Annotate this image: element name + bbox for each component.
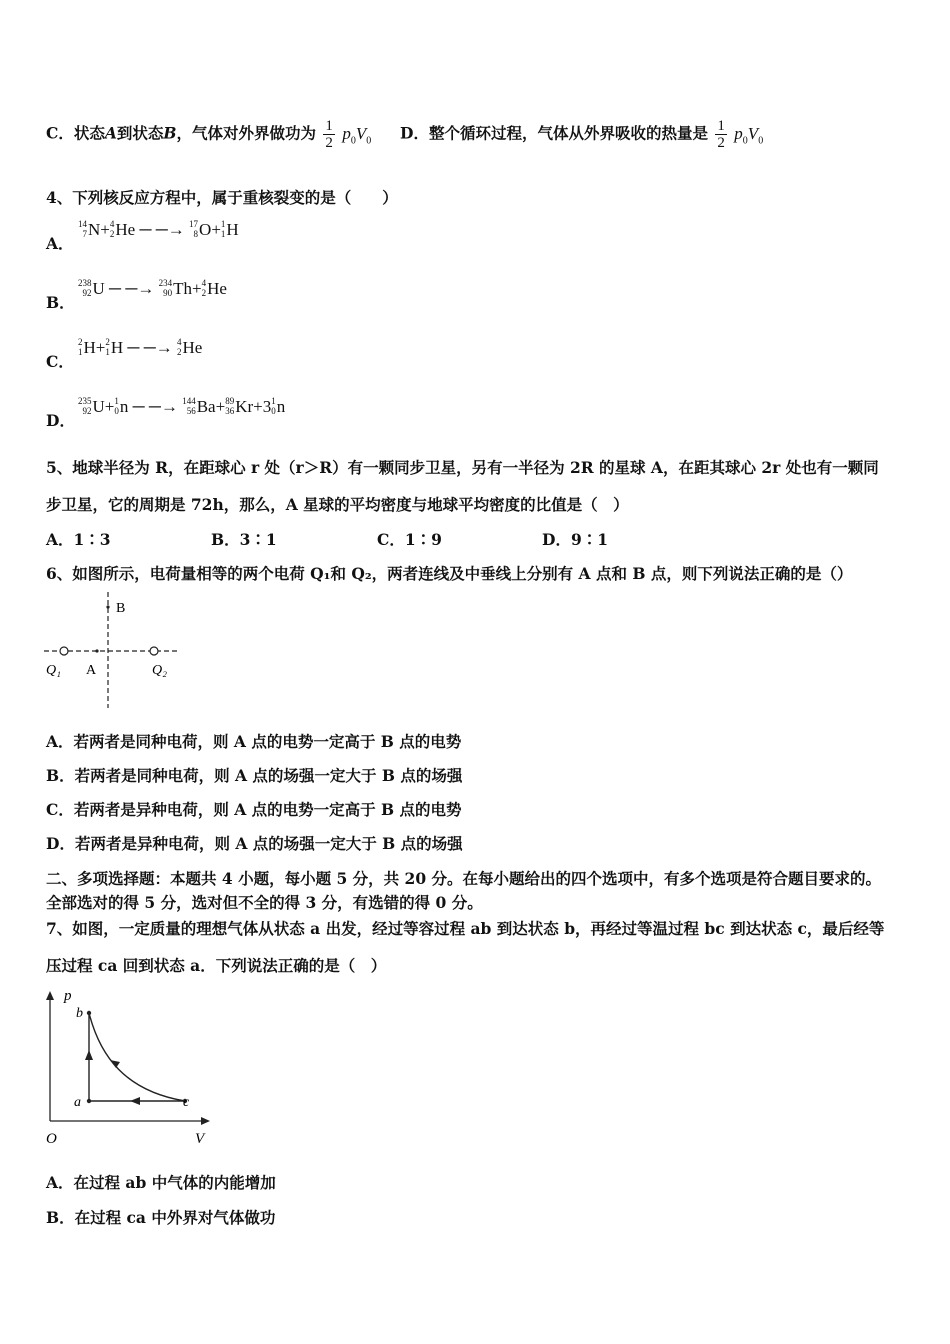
q4-equation-c: 2 1 H+ 2 1 H ─ ─→ 4 2 He: [78, 337, 203, 358]
q5-option-a: A．1∶3: [46, 530, 111, 549]
q5-stem-line1: 5、地球半径为 R，在距球心 r 处（r＞R）有一颗同步卫星，另有一半径为 2R 的星球 A，在距其球心 2r 处也有一颗同: [46, 458, 879, 477]
q6-option-c: C．若两者是异种电荷，则 A 点的电势一定高于 B 点的电势: [46, 800, 462, 819]
state-b-label: b: [76, 1006, 83, 1021]
axis-p-label: p: [64, 988, 72, 1004]
q4-equation-b: 238 92 U ─ ─→ 234 90 Th+ 4 2 He: [78, 278, 227, 299]
fraction-half: $\frac{1}{2}$: [717, 118, 725, 151]
state-c-label: c: [183, 1095, 190, 1110]
charge-q1-label: Q₁: [46, 663, 61, 678]
section2-heading-line1: 二、多项选择题：本题共 4 小题，每小题 5 分，共 20 分。在每小题给出的四个选项中，有多个选项是符合题目要求的。: [46, 869, 882, 888]
q4-option-c-label: C．: [46, 352, 74, 371]
axis-v-label: V: [195, 1131, 205, 1147]
q3-option-c: C．状态A到状态B，气体对外界做功为 $\frac{1}{2}$ $p_0V_0$ D．整个循环过程，气体从外界吸收的热量是 $\frac{1}{2}$ $p_0V_0$: [46, 118, 764, 151]
q5-option-d: D．9∶1: [542, 530, 609, 549]
state-a-label: a: [74, 1095, 81, 1110]
q4-equation-a: 14 7 N+ 4 2 He ─ ─→ 17 8 O+ 1 1 H: [78, 219, 239, 240]
point-b-label: B: [116, 601, 126, 616]
charge-q2-label: Q₂: [152, 663, 167, 678]
origin-label: O: [46, 1131, 57, 1147]
q6-charge-figure: [40, 590, 190, 710]
p0v0: $p_0V_0$: [734, 123, 764, 146]
q7-stem-line1: 7、如图，一定质量的理想气体从状态 a 出发，经过等容过程 ab 到达状态 b，再经过等温过程 bc 到达状态 c，最后经等: [46, 919, 885, 938]
q5-stem-line2: 步卫星，它的周期是 72h，那么，A 星球的平均密度与地球平均密度的比值是（ ）: [46, 495, 629, 514]
point-a-label: A: [86, 663, 97, 678]
q3-option-d: D．整个循环过程，气体从外界吸收的热量是: [400, 123, 708, 143]
q7-option-a: A．在过程 ab 中气体的内能增加: [46, 1173, 276, 1192]
q4-stem: 4、下列核反应方程中，属于重核裂变的是（ ）: [46, 188, 398, 207]
q5-option-b: B．3∶1: [211, 530, 277, 549]
q4-option-d-label: D．: [46, 411, 75, 430]
p0v0: $p_0V_0$: [342, 123, 372, 146]
q6-option-a: A．若两者是同种电荷，则 A 点的电势一定高于 B 点的电势: [46, 732, 462, 751]
q4-option-a-label: A．: [46, 234, 74, 253]
q5-option-c: C．1∶9: [377, 530, 442, 549]
q6-option-d: D．若两者是异种电荷，则 A 点的场强一定大于 B 点的场强: [46, 834, 463, 853]
q7-option-b: B．在过程 ca 中外界对气体做功: [46, 1208, 276, 1227]
q6-stem: 6、如图所示，电荷量相等的两个电荷 Q₁和 Q₂，两者连线及中垂线上分别有 A 点和 B 点，则下列说法正确的是（）: [46, 564, 853, 583]
q6-option-b: B．若两者是同种电荷，则 A 点的场强一定大于 B 点的场强: [46, 766, 463, 785]
q7-stem-line2: 压过程 ca 回到状态 a．下列说法正确的是（ ）: [46, 956, 387, 975]
q7-pv-diagram: [40, 986, 215, 1148]
fraction-half: $\frac{1}{2}$: [325, 118, 333, 151]
section2-heading-line2: 全部选对的得 5 分，选对但不全的得 3 分，有选错的得 0 分。: [46, 893, 483, 912]
q4-option-b-label: B．: [46, 293, 75, 312]
q4-equation-d: 235 92 U+ 1 0 n ─ ─→ 144 56 Ba+ 89 36 Kr+3 1 0 n: [78, 396, 286, 417]
